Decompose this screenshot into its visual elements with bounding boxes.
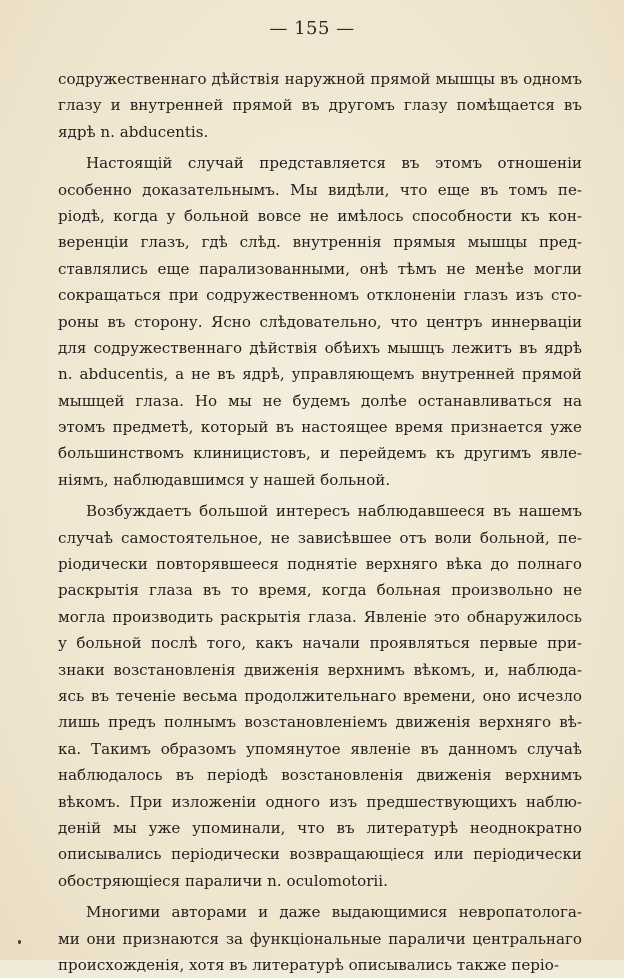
text-line: ріодѣ, когда у больной вовсе не имѣлось способности къ кон- — [58, 206, 582, 225]
text-line: сокращаться при содружественномъ отклоненіи глазъ изъ сто- — [58, 286, 582, 305]
text-line: для содружественнаго дѣйствія обѣихъ мышцъ лежитъ въ ядрѣ — [58, 338, 582, 357]
text-line: деній мы уже упоминали, что въ литературѣ неоднократно — [58, 818, 582, 837]
text-line: ядрѣ n. abducentis. — [58, 122, 209, 141]
paragraph — [58, 899, 582, 978]
text-line: обостряющіеся параличи n. oculomotorii. — [58, 871, 388, 890]
text-line: описывались періодически возвращающіеся или періодически — [58, 845, 582, 864]
text-line: ясь въ теченіе весьма продолжительнаго времени, оно исчезло — [58, 686, 582, 705]
text-line: глазу и внутренней прямой въ другомъ глазу помѣщается въ — [58, 96, 582, 115]
text-line: ми они признаются за функціональные параличи центральнаго — [58, 929, 582, 948]
text-line: особенно доказательнымъ. Мы видѣли, что еще въ томъ пе- — [58, 180, 582, 199]
text-line: ніямъ, наблюдавшимся у нашей больной. — [58, 470, 391, 489]
ink-speck — [18, 940, 21, 944]
text-line: лишь предъ полнымъ возстановленіемъ движенія верхняго вѣ- — [58, 713, 582, 732]
text-line: ставлялись еще парализованными, онѣ тѣмъ не менѣе могли — [58, 259, 582, 278]
text-line: содружественнаго дѣйствія наружной прямой мышцы въ одномъ — [58, 70, 582, 88]
text-line: Настоящій случай представляется въ этомъ отношеніи — [86, 154, 582, 173]
paragraph — [58, 66, 582, 145]
text-line: ріодически повторявшееся поднятіе верхняго вѣка до полнаго — [58, 555, 582, 574]
text-line: знаки возстановленія движенія верхнимъ вѣкомъ, и, наблюда- — [58, 660, 582, 679]
text-line: n. abducentis, а не въ ядрѣ, управляющемъ внутренней прямой — [58, 365, 582, 384]
paragraph — [58, 150, 582, 493]
text-line: у больной послѣ того, какъ начали проявляться первые при- — [58, 634, 582, 653]
text-line: большинствомъ клиницистовъ, и перейдемъ къ другимъ явле- — [58, 444, 582, 463]
text-line: Многими авторами и даже выдающимися невропатолога- — [86, 903, 582, 922]
text-line: мышцей глаза. Но мы не будемъ долѣе останавливаться на — [58, 391, 582, 410]
text-line: могла производить раскрытія глаза. Явленіе это обнаружилось — [58, 607, 582, 626]
text-line: раскрытія глаза въ то время, когда больная произвольно не — [58, 581, 582, 600]
text-line: происхожденія, хотя въ литературѣ описывались также періо- — [58, 955, 559, 974]
page-number: — 155 — — [269, 18, 355, 39]
text-line: роны въ сторону. Ясно слѣдовательно, что центръ иннерваціи — [58, 312, 582, 331]
text-line: Возбуждаетъ большой интересъ наблюдавшееся въ нашемъ — [86, 502, 582, 521]
body-text — [58, 66, 582, 978]
text-line: вѣкомъ. При изложеніи одного изъ предшествующихъ наблю- — [58, 792, 582, 811]
text-line: веренціи глазъ, гдѣ слѣд. внутреннія прямыя мышцы пред- — [58, 233, 582, 252]
paragraph — [58, 498, 582, 894]
text-line: случаѣ самостоятельное, не зависѣвшее отъ воли больной, пе- — [58, 528, 582, 547]
text-line: наблюдалось въ періодѣ возстановленія движенія верхнимъ — [58, 766, 582, 785]
text-line: этомъ предметѣ, который въ настоящее время признается уже — [58, 418, 582, 437]
text-line: ка. Такимъ образомъ упомянутое явленіе въ данномъ случаѣ — [58, 739, 582, 758]
